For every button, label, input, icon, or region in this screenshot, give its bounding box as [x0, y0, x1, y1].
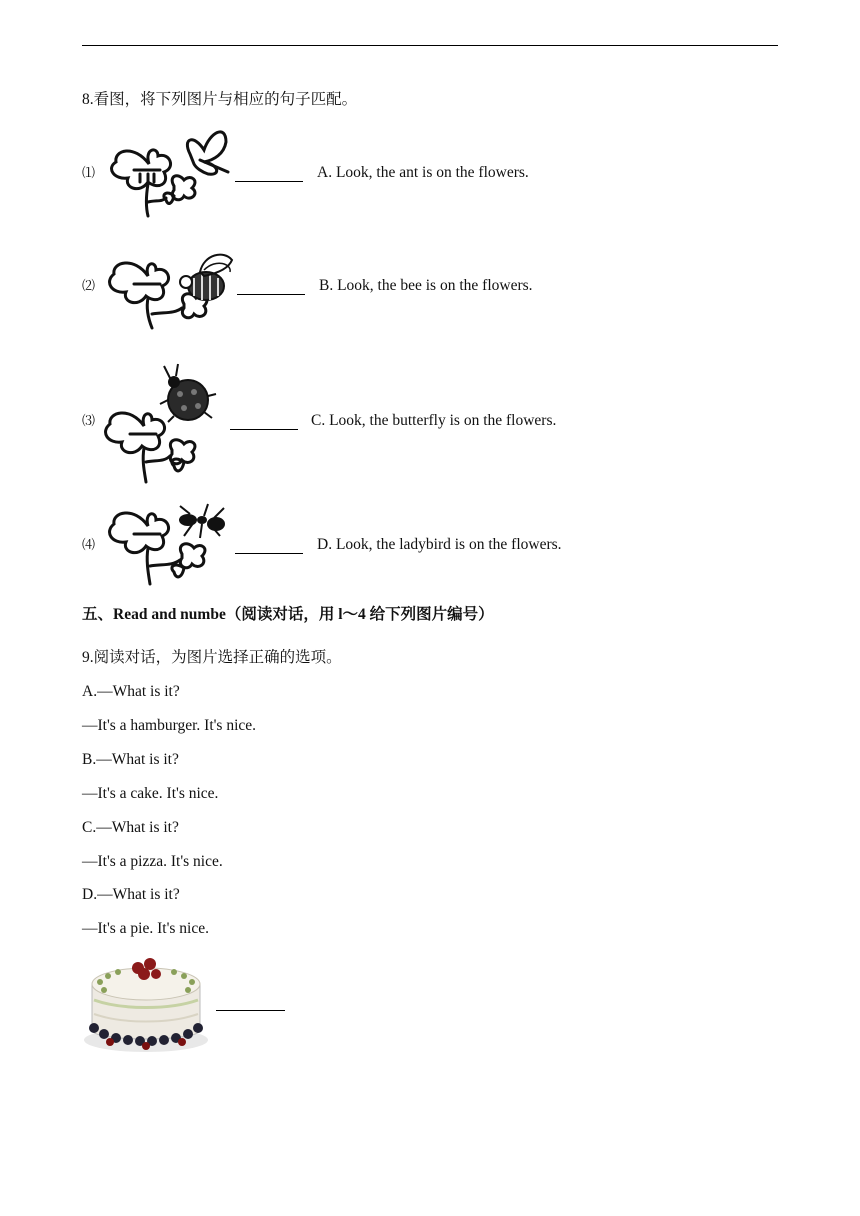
cake-answer-blank[interactable]: [216, 1010, 285, 1011]
section-5-heading: 五、Read and numbe（阅读对话，用 l～4 给下列图片编号）: [82, 606, 494, 623]
dialogue-line: D.—What is it?: [82, 886, 180, 903]
header-rule: [82, 45, 778, 46]
item-2-number: ⑵: [82, 278, 96, 293]
item-3-number: ⑶: [82, 413, 96, 428]
flowers-ant-image: [104, 500, 236, 586]
dialogue-line: —It's a cake. It's nice.: [82, 785, 219, 802]
question-9-title: 9.阅读对话，为图片选择正确的选项。: [82, 649, 342, 666]
flowers-ladybird-image: [104, 360, 226, 484]
item-4-number: ⑷: [82, 537, 96, 552]
dialogue-line: A.—What is it?: [82, 683, 180, 700]
cake-image: [82, 944, 210, 1056]
option-a: A. Look, the ant is on the flowers.: [317, 164, 529, 181]
item-1-answer-blank[interactable]: [235, 181, 303, 182]
flowers-bee-image: [104, 246, 238, 332]
option-b: B. Look, the bee is on the flowers.: [319, 277, 533, 294]
item-4-answer-blank[interactable]: [235, 553, 303, 554]
option-d: D. Look, the ladybird is on the flowers.: [317, 536, 562, 553]
item-1-number: ⑴: [82, 165, 96, 180]
item-3-answer-blank[interactable]: [230, 429, 298, 430]
dialogue-line: C.—What is it?: [82, 819, 179, 836]
option-c: C. Look, the butterfly is on the flowers.: [311, 412, 557, 429]
dialogue-line: —It's a hamburger. It's nice.: [82, 717, 257, 734]
dialogue-line: —It's a pizza. It's nice.: [82, 853, 223, 870]
flowers-butterfly-image: [104, 124, 236, 218]
question-8-title: 8.看图，将下列图片与相应的句子匹配。: [82, 91, 358, 108]
dialogue-line: B.—What is it?: [82, 751, 179, 768]
dialogue-line: —It's a pie. It's nice.: [82, 920, 209, 937]
item-2-answer-blank[interactable]: [237, 294, 305, 295]
